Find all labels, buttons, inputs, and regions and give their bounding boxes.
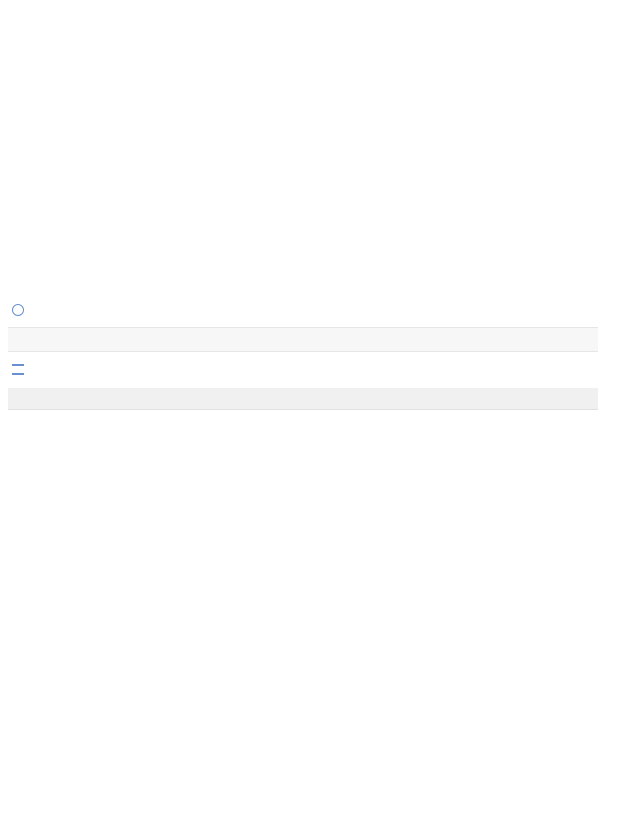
globe-icon — [12, 304, 24, 316]
events-table — [8, 388, 598, 410]
list-icon — [12, 364, 24, 375]
events-header — [8, 388, 598, 410]
holiday-empty — [8, 327, 598, 352]
